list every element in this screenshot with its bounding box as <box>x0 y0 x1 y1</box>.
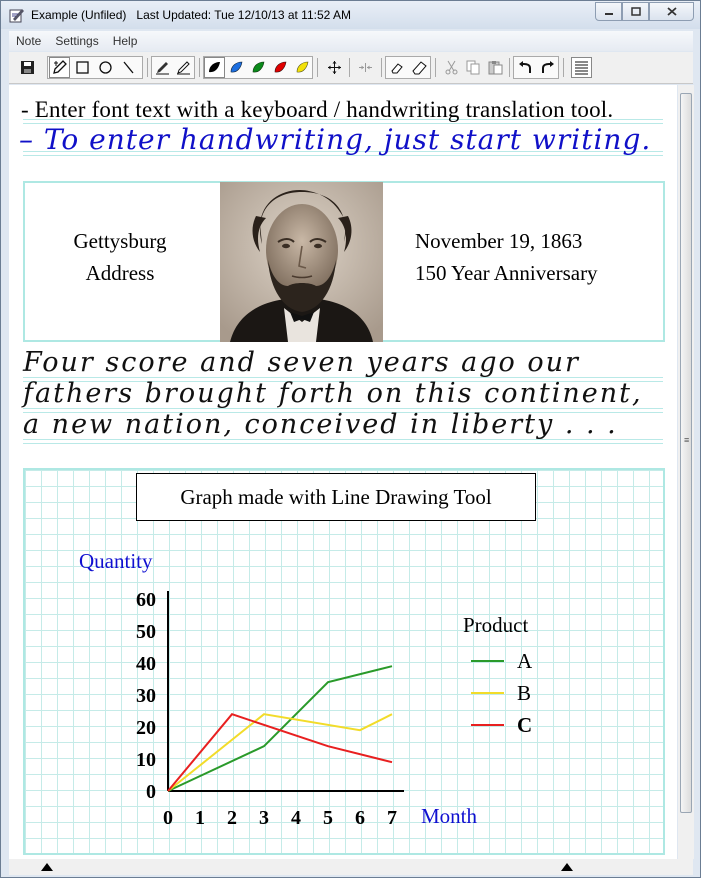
legend-label-a: A <box>517 649 533 673</box>
line-tool[interactable] <box>118 57 139 78</box>
cut-icon <box>444 60 459 75</box>
series-line-b <box>168 714 392 791</box>
x-tick-label: 2 <box>227 807 237 829</box>
rectangle-tool[interactable] <box>72 57 93 78</box>
grip-icon: ≡ <box>684 435 690 445</box>
paste-icon <box>488 60 503 75</box>
toolbar-separator <box>381 58 382 77</box>
redo-icon <box>540 60 555 75</box>
pen-select-tool[interactable] <box>49 57 70 78</box>
ruled-lines-toggle[interactable] <box>571 57 592 78</box>
close-icon <box>667 7 677 16</box>
ruled-line <box>23 443 663 444</box>
maximize-button[interactable] <box>622 2 649 21</box>
banner-left-line1: Gettysburg <box>73 229 167 253</box>
undo-icon <box>518 60 533 75</box>
series-line-c <box>168 714 392 791</box>
y-axis-label: Quantity <box>79 549 153 573</box>
move-tool[interactable] <box>324 57 345 78</box>
toolbar-separator <box>317 58 318 77</box>
last-updated-text: Last Updated: Tue 12/10/13 at 11:52 AM <box>136 8 351 22</box>
black-ink-icon <box>207 60 222 75</box>
window-title <box>31 8 351 22</box>
left-margin-marker-icon[interactable] <box>41 863 53 871</box>
x-tick-label: 6 <box>355 807 365 829</box>
line-chart <box>25 470 663 853</box>
eraser-large-tool[interactable] <box>409 57 430 78</box>
note-name: Example (Unfiled) <box>31 8 127 22</box>
x-tick-label: 7 <box>387 807 397 829</box>
scrollbar-thumb[interactable] <box>680 93 692 813</box>
menu-bar <box>9 31 693 51</box>
rectangle-icon <box>75 60 90 75</box>
y-tick-label: 0 <box>146 781 156 803</box>
font-text-line: - Enter font text with a keyboard / handwriting translation tool. <box>21 97 614 122</box>
toolbar-separator <box>199 58 200 77</box>
banner-right-line1: November 19, 1863 <box>415 229 583 253</box>
paste-button[interactable] <box>485 57 506 78</box>
banner-right-line2: 150 Year Anniversary <box>415 261 598 285</box>
app-icon <box>9 7 25 23</box>
pencil-tool[interactable] <box>152 57 173 78</box>
series-line-a <box>168 666 392 791</box>
note-canvas[interactable] <box>9 85 677 859</box>
move-icon <box>327 60 342 75</box>
copy-button[interactable] <box>463 57 484 78</box>
x-tick-label: 3 <box>259 807 269 829</box>
legend-title: Product <box>463 613 529 637</box>
y-tick-label: 40 <box>136 653 156 675</box>
eraser-tool[interactable] <box>387 57 408 78</box>
black-ink-button[interactable] <box>204 57 225 78</box>
toolbar-separator <box>349 58 350 77</box>
green-ink-button[interactable] <box>248 57 269 78</box>
menu-note[interactable]: Note <box>16 34 42 48</box>
copy-icon <box>466 60 481 75</box>
eraser-icon <box>390 60 405 75</box>
handwriting-line-3: a new nation, conceived in liberty . . . <box>23 409 618 440</box>
y-tick-label: 20 <box>136 717 156 739</box>
line-icon <box>121 60 136 75</box>
yellow-highlighter-button[interactable] <box>292 57 313 78</box>
minimize-icon <box>604 8 614 16</box>
banner-left-line2: Address <box>85 261 155 285</box>
x-tick-label: 5 <box>323 807 333 829</box>
align-tool[interactable] <box>355 57 376 78</box>
page-divider-bar <box>9 859 693 875</box>
minimize-button[interactable] <box>595 2 622 21</box>
pencil-icon <box>155 60 170 75</box>
menu-help[interactable]: Help <box>112 34 138 48</box>
right-margin-marker-icon[interactable] <box>561 863 573 871</box>
window-controls <box>595 2 694 22</box>
x-axis-label: Month <box>421 804 478 828</box>
title-bar[interactable] <box>1 1 700 29</box>
circle-tool[interactable] <box>95 57 116 78</box>
maximize-icon <box>631 7 641 16</box>
legend-label-b: B <box>517 681 532 705</box>
cut-button[interactable] <box>441 57 462 78</box>
graph-area <box>23 468 665 855</box>
toolbar-separator <box>435 58 436 77</box>
circle-icon <box>98 60 113 75</box>
redo-button[interactable] <box>537 57 558 78</box>
handwriting-blue: – To enter handwriting, just start writing. <box>19 123 652 156</box>
vertical-scrollbar[interactable] <box>678 85 694 859</box>
toolbar-separator <box>147 58 148 77</box>
pen-select-icon <box>52 60 67 75</box>
y-tick-label: 10 <box>136 749 156 771</box>
banner-box <box>23 181 665 342</box>
toolbar-separator <box>509 58 510 77</box>
blue-ink-icon <box>229 60 244 75</box>
banner-left-text <box>55 225 185 289</box>
banner-right-text <box>415 225 598 289</box>
handwriting-line-1: Four score and seven years ago our <box>23 347 580 378</box>
x-tick-label: 4 <box>291 807 301 829</box>
eraser-pen-icon <box>176 60 191 75</box>
red-ink-button[interactable] <box>270 57 291 78</box>
portrait-image <box>220 182 383 342</box>
y-tick-label: 50 <box>136 621 156 643</box>
handwriting-line-2: fathers brought forth on this continent, <box>23 378 643 409</box>
menu-settings[interactable]: Settings <box>55 34 99 48</box>
close-button[interactable] <box>649 2 694 21</box>
toolbar-separator <box>563 58 564 77</box>
eraser-large-icon <box>412 60 427 75</box>
align-icon <box>358 60 373 75</box>
x-tick-label: 1 <box>195 807 205 829</box>
eraser-pen-tool[interactable] <box>173 57 194 78</box>
save-icon <box>20 60 35 75</box>
lines-icon <box>574 60 589 75</box>
blue-ink-button[interactable] <box>226 57 247 78</box>
graph-title: Graph made with Line Drawing Tool <box>136 473 536 521</box>
save-button[interactable] <box>17 57 38 78</box>
green-ink-icon <box>251 60 266 75</box>
undo-button[interactable] <box>515 57 536 78</box>
toolbar <box>9 52 693 84</box>
legend-label-c: C <box>517 713 533 737</box>
y-tick-label: 60 <box>136 589 156 611</box>
x-tick-label: 0 <box>163 807 173 829</box>
y-tick-label: 30 <box>136 685 156 707</box>
red-ink-icon <box>273 60 288 75</box>
yellow-highlighter-icon <box>295 60 310 75</box>
